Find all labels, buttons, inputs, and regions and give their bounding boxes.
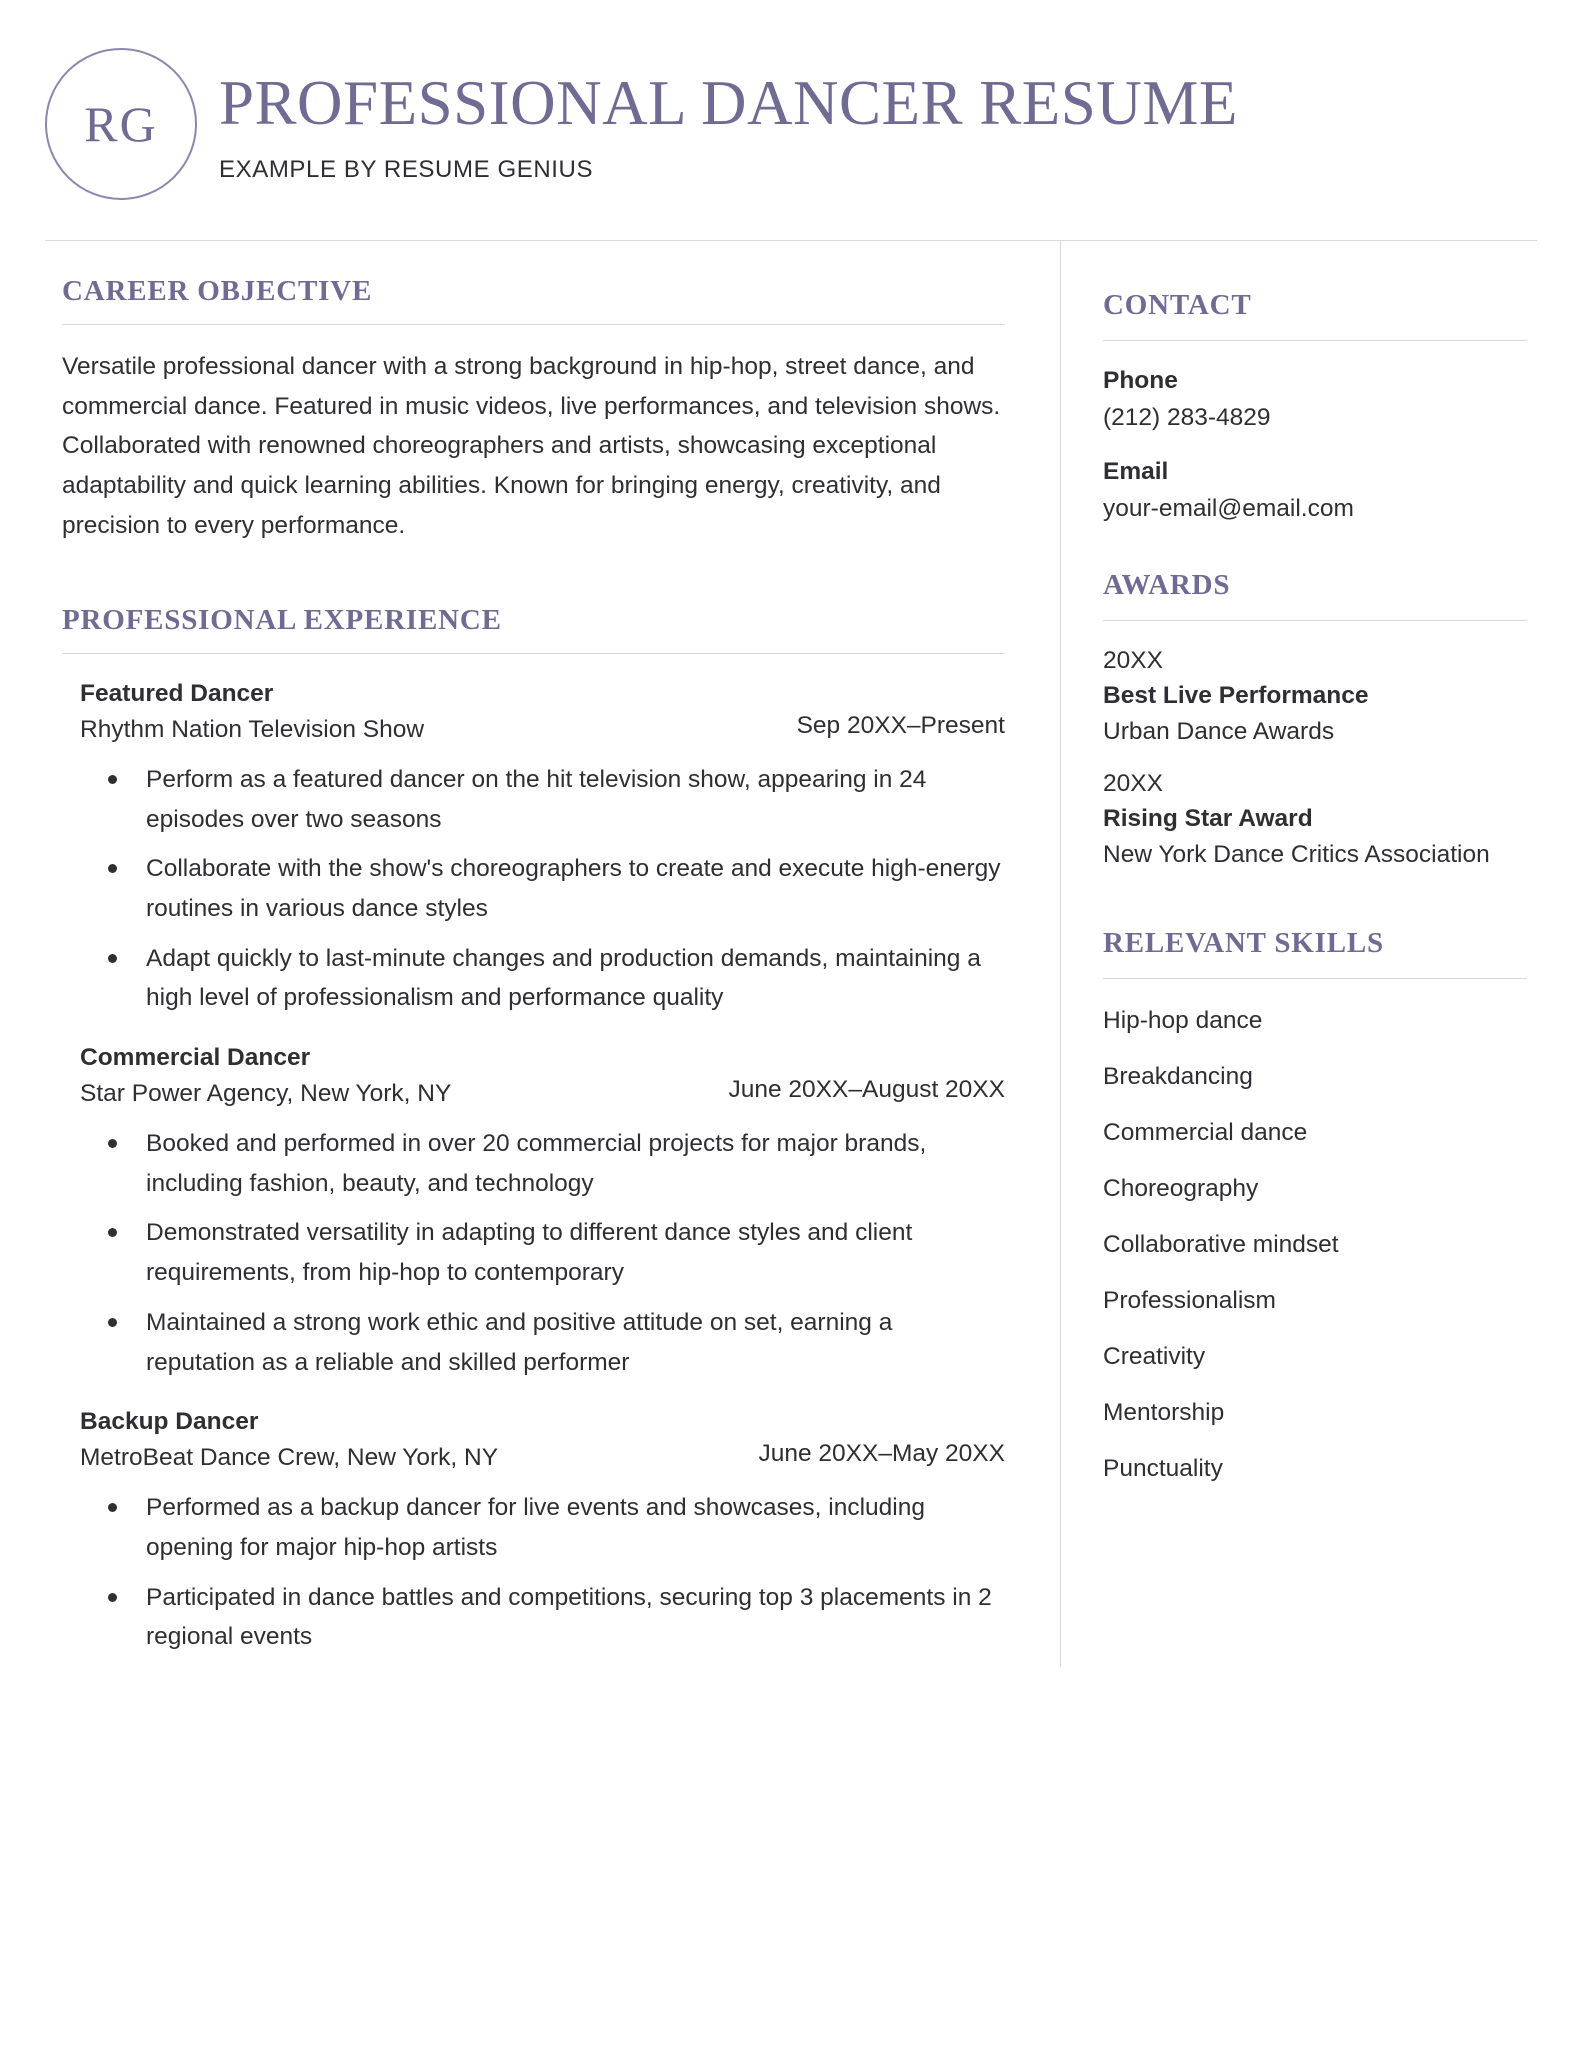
- phone-value[interactable]: (212) 283-4829: [1103, 404, 1271, 431]
- sidebar-gap: [1103, 893, 1527, 927]
- section-contact: [1103, 289, 1527, 523]
- experience-organization: MetroBeat Dance Crew, New York, NY: [80, 1444, 499, 1472]
- experience-entry-titles: [62, 1044, 451, 1108]
- experience-bullet: Maintained a strong work ethic and positive attitude on set, earning a reputation as a reliable and skilled performer: [84, 1303, 1005, 1382]
- contact-email-group: [1103, 458, 1527, 523]
- experience-bullet: Adapt quickly to last-minute changes and production demands, maintaining a high level of professionalism and performance quality: [84, 939, 1005, 1018]
- logo-monogram: [45, 48, 197, 200]
- award-organization: New York Dance Critics Association: [1103, 841, 1490, 869]
- skill-item: Mentorship: [1103, 1399, 1225, 1427]
- experience-bullet-list: [62, 1124, 1005, 1382]
- skill-item: Creativity: [1103, 1343, 1206, 1371]
- experience-bullet-list: [62, 1488, 1005, 1657]
- experience-bullet: Participated in dance battles and competitions, securing top 3 placements in 2 regional events: [84, 1578, 1005, 1657]
- experience-entry-header: [62, 680, 1005, 744]
- contact-heading: CONTACT: [1103, 289, 1252, 321]
- experience-role: Featured Dancer: [80, 679, 274, 707]
- section-relevant-skills: [1103, 927, 1527, 1483]
- section-gap: [62, 570, 1005, 604]
- experience-date: June 20XX–May 20XX: [758, 1440, 1005, 1468]
- experience-bullet-list: [62, 760, 1005, 1018]
- skills-divider: [1103, 978, 1527, 979]
- experience-entry-header: [62, 1408, 1005, 1472]
- experience-organization: Star Power Agency, New York, NY: [80, 1080, 452, 1108]
- skill-item: Breakdancing: [1103, 1063, 1253, 1091]
- experience-divider: [62, 653, 1005, 654]
- career-objective-text: Versatile professional dancer with a strong background in hip-hop, street dance, and commercial dance. Featured in music videos, live performances, and television shows. Collaborated with renowned choreographers and artists, showcasing exceptional adaptability and quick learning abilities. Known for bringing energy, creativity, and precision to every performance.: [62, 353, 1001, 539]
- email-value[interactable]: your-email@email.com: [1103, 495, 1354, 522]
- experience-bullet: Performed as a backup dancer for live events and showcases, including opening for major hip-hop artists: [84, 1488, 1005, 1567]
- section-professional-experience: [62, 604, 1005, 1657]
- skill-item: Commercial dance: [1103, 1119, 1308, 1147]
- experience-date: June 20XX–August 20XX: [728, 1076, 1005, 1104]
- award-organization: Urban Dance Awards: [1103, 718, 1335, 745]
- experience-bullet: Booked and performed in over 20 commercial projects for major brands, including fashion, beauty, and technology: [84, 1124, 1005, 1203]
- skill-item: Hip-hop dance: [1103, 1007, 1263, 1035]
- experience-entry-header: [62, 1044, 1005, 1108]
- experience-role: Backup Dancer: [80, 1408, 259, 1436]
- sidebar-gap: [1103, 523, 1527, 569]
- skill-item: Choreography: [1103, 1175, 1259, 1203]
- section-awards: [1103, 569, 1527, 871]
- phone-label: Phone: [1103, 367, 1178, 394]
- award-item: [1103, 770, 1527, 871]
- page-subtitle: EXAMPLE BY RESUME GENIUS: [219, 156, 594, 184]
- skill-item: Professionalism: [1103, 1287, 1276, 1315]
- experience-bullet: Perform as a featured dancer on the hit television show, appearing in 24 episodes over two seasons: [84, 760, 1005, 839]
- experience-organization: Rhythm Nation Television Show: [80, 715, 425, 743]
- email-label: Email: [1103, 458, 1169, 485]
- award-name: Rising Star Award: [1103, 805, 1313, 833]
- resume-header: [45, 0, 1537, 240]
- award-year: 20XX: [1103, 770, 1163, 798]
- experience-entry: [62, 1408, 1005, 1657]
- skill-item: Collaborative mindset: [1103, 1231, 1339, 1259]
- section-career-objective: [62, 275, 1005, 545]
- awards-list: [1103, 647, 1527, 871]
- resume-body: [45, 241, 1537, 1667]
- experience-bullet: Collaborate with the show's choreographers to create and execute high-energy routines in various dance styles: [84, 849, 1005, 928]
- contact-divider: [1103, 340, 1527, 341]
- skills-list: [1103, 1007, 1527, 1483]
- sidebar-column: [1060, 241, 1537, 1667]
- experience-heading: PROFESSIONAL EXPERIENCE: [62, 603, 502, 636]
- experience-entry-titles: [62, 1408, 498, 1472]
- experience-entry: [62, 680, 1005, 1018]
- header-text-block: [219, 64, 1537, 184]
- award-item: [1103, 647, 1527, 748]
- skill-item: Punctuality: [1103, 1455, 1223, 1483]
- contact-phone-group: [1103, 367, 1527, 432]
- main-column: [45, 241, 1060, 1667]
- page-title: PROFESSIONAL DANCER RESUME: [219, 67, 1238, 138]
- career-objective-divider: [62, 324, 1005, 325]
- awards-divider: [1103, 620, 1527, 621]
- skills-heading: RELEVANT SKILLS: [1103, 927, 1384, 960]
- award-name: Best Live Performance: [1103, 682, 1369, 709]
- monogram-text: RG: [84, 96, 158, 152]
- experience-entry-titles: [62, 680, 424, 744]
- career-objective-heading: CAREER OBJECTIVE: [62, 275, 373, 307]
- experience-date: Sep 20XX–Present: [796, 711, 1005, 739]
- experience-entry: [62, 1044, 1005, 1382]
- award-year: 20XX: [1103, 647, 1163, 674]
- experience-bullet: Demonstrated versatility in adapting to different dance styles and client requirements, from hip-hop to contemporary: [84, 1213, 1005, 1292]
- experience-role: Commercial Dancer: [80, 1044, 311, 1072]
- awards-heading: AWARDS: [1103, 569, 1231, 601]
